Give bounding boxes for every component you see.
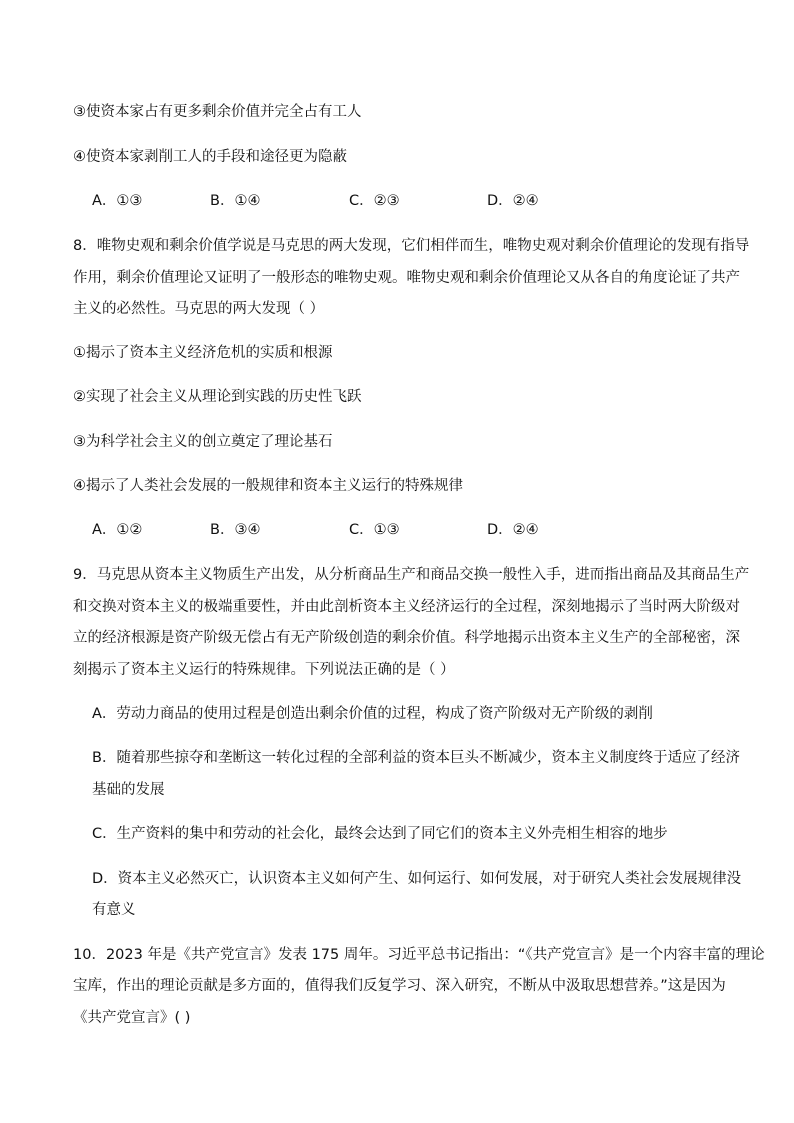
q9-option-d-line-2[interactable]: 有意义 (92, 902, 136, 918)
q9-option-d-line-1[interactable]: D．资本主义必然灭亡，认识资本主义如何产生、如何运行、如何发展，对于研究人类社会发展规律没 (92, 871, 742, 887)
q10-stem-line-2: 宝库，作出的理论贡献是多方面的，值得我们反复学习、深入研究，不断从中汲取思想营养。”这是因为 (73, 978, 726, 994)
q8-item-4: ④揭示了人类社会发展的一般规律和资本主义运行的特殊规律 (73, 478, 463, 494)
q8-stem-line-1: 8．唯物史观和剩余价值学说是马克思的两大发现，它们相伴而生，唯物史观对剩余价值理论的发现有指导 (73, 238, 750, 254)
q8-item-1: ①揭示了资本主义经济危机的实质和根源 (73, 345, 333, 361)
q10-stem-line-1: 10．2023 年是《共产党宣言》发表 175 周年。习近平总书记指出：“《共产党宣言》是一个内容丰富的理论 (73, 947, 765, 963)
q8-stem-line-3: 主义的必然性。马克思的两大发现（ ） (73, 301, 325, 317)
q9-stem-line-3: 立的经济根源是资产阶级无偿占有无产阶级创造的剩余价值。科学地揭示出资本主义生产的全部秘密，深 (73, 630, 740, 646)
q7-option-d[interactable]: D．②④ (487, 193, 539, 209)
q8-stem-line-2: 作用，剩余价值理论又证明了一般形态的唯物史观。唯物史观和剩余价值理论又从各自的角度论证了共产 (73, 270, 740, 286)
q10-stem-line-3: 《共产党宣言》( ) (73, 1010, 191, 1026)
q8-option-d[interactable]: D．②④ (487, 522, 539, 538)
q9-stem-line-2: 和交换对资本主义的极端重要性，并由此剖析资本主义经济运行的全过程，深刻地揭示了当时两大阶级对 (73, 599, 740, 615)
q9-option-c[interactable]: C．生产资料的集中和劳动的社会化，最终会达到了同它们的资本主义外壳相生相容的地步 (92, 826, 668, 842)
q8-item-2: ②实现了社会主义从理论到实践的历史性飞跃 (73, 389, 362, 405)
q7-option-c[interactable]: C．②③ (349, 193, 400, 209)
q7-option-b[interactable]: B．①④ (210, 193, 261, 209)
q8-option-b[interactable]: B．③④ (210, 522, 261, 538)
q7-item-3: ③使资本家占有更多剩余价值并完全占有工人 (73, 104, 362, 120)
q9-option-a[interactable]: A．劳动力商品的使用过程是创造出剩余价值的过程，构成了资产阶级对无产阶级的剥削 (92, 706, 653, 722)
q8-item-3: ③为科学社会主义的创立奠定了理论基石 (73, 434, 333, 450)
q9-option-b-line-1[interactable]: B．随着那些掠夺和垄断这一转化过程的全部利益的资本巨头不断减少，资本主义制度终于适应了经济 (92, 750, 740, 766)
q9-stem-line-1: 9．马克思从资本主义物质生产出发，从分析商品生产和商品交换一般性入手，进而指出商品及其商品生产 (73, 567, 750, 583)
q9-option-b-line-2[interactable]: 基础的发展 (92, 782, 165, 798)
q8-option-a[interactable]: A．①② (92, 522, 143, 538)
q9-stem-line-4: 刻揭示了资本主义运行的特殊规律。下列说法正确的是（ ） (73, 662, 455, 678)
q7-option-a[interactable]: A．①③ (92, 193, 143, 209)
q8-option-c[interactable]: C．①③ (349, 522, 400, 538)
q7-item-4: ④使资本家剥削工人的手段和途径更为隐蔽 (73, 149, 347, 165)
